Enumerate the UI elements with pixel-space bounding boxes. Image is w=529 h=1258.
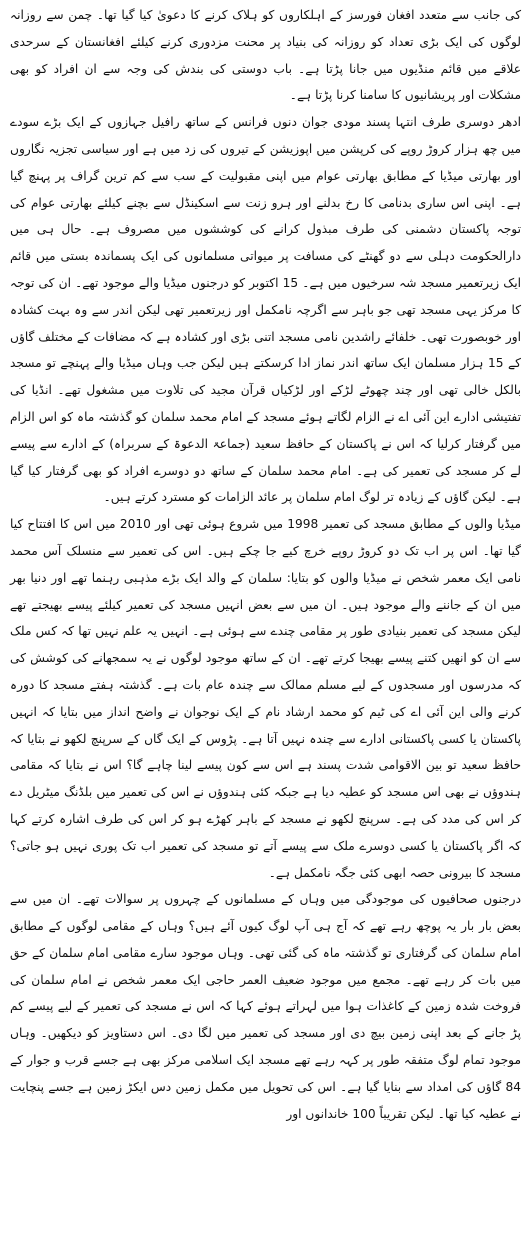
paragraph-journalists-locals: درجنوں صحافیوں کی موجودگی میں وہاں کے مسلمانوں کے چہروں پر سوالات تھے۔ ان میں سے بعض بار بار یہ پوچھ رہے تھے کہ آج ہی آپ لوگ کیوں آئے ہیں؟ وہاں کے مقامی لوگوں کے مطابق امام سلمان کی گرفتاری تو گذشتہ ماہ کی گئی تھی۔ وہاں موجود سارے مقامی امام سلمان کے حق میں بات کر رہے تھے۔ مجمع میں موجود ضعیف العمر حاجی ایک معمر شخص نے امام سلمان کی فروخت شدہ زمین کے کاغذات ہوا میں لہراتے ہوئے کہا کہ اس نے مسجد کی تعمیر کے لیے پیسے کم پڑ جانے کے بعد اپنی زمین بیچ دی اور مسجد کی تعمیر میں لگا دی۔ اس دستاویز کو دیکھیں۔ وہاں موجود تمام لوگ متفقہ طور پر کہہ رہے تھے مسجد ایک اسلامی مرکز بھی ہے جسے قرب و جوار کے 84 گاؤں کی امداد سے بنایا گیا ہے۔ اس کی تحویل میں مکمل زمین دس ایکڑ زمین ہے جسے پنچایت نے عطیہ کیا تھا۔ لیکن تقریباً 100 خاندانوں اور — [10, 892, 521, 1121]
paragraph-afghan-border: کی جانب سے متعدد افغان فورسز کے اہلکاروں کو ہلاک کرنے کا دعویٰ کیا گیا تھا۔ چمن سے روزانہ لوگوں کی ایک بڑی تعداد کو روزانہ کی بنیاد پر محنت مزدوری کرنے کیلئے افغانستان کے سرحدی علاقے میں قائم منڈیوں میں جانا پڑتا ہے۔ باب دوستی کی بندش کی وجہ سے ان افراد کو بھی مشکلات اور پریشانیوں کا سامنا کرنا پڑتا ہے۔ — [10, 8, 521, 103]
paragraph-media-funding: میڈیا والوں کے مطابق مسجد کی تعمیر 1998 میں شروع ہوئی تھی اور 2010 میں اس کا افتتاح کیا گیا تھا۔ اس پر اب تک دو کروڑ روپے خرچ کیے جا چکے ہیں۔ اس کی تعمیر سے منسلک آس محمد نامی ایک معمر شخص نے میڈیا والوں کو بتایا: سلمان کے والد ایک بڑے مذہبی رہنما تھے اور دنیا بھر میں ان کے جاننے والے موجود ہیں۔ ان میں سے بعض انہیں مسجد کی تعمیر کیلئے پیسے بھیجتے تھے لیکن مسجد کی تعمیر بنیادی طور پر مقامی چندے سے ہوئی ہے۔ انہیں یہ علم نہیں تھا کہ کس ملک سے ان کو انھیں کتنے پیسے بھیجا کرتے تھے۔ ان کے ساتھ موجود لوگوں نے یہ سمجھانے کی کوشش کی کہ مدرسوں اور مسجدوں کے لیے مسلم ممالک سے چندہ عام بات ہے۔ گذشتہ ہفتے مسجد کا دورہ کرنے والی این آئی اے کی ٹیم کو محمد ارشاد نام کے ایک نوجوان نے واضح انداز میں بتایا کہ انہیں پاکستان یا کسی پاکستانی ادارے سے چندہ نہیں آتا ہے۔ پڑوس کے ایک گاں کے سرپنچ لکھو نے بتایا کہ حافظ سعید تو بین الاقوامی شدت پسند ہے اس سے کون پیسے لینا چاہے گا؟ اس نے بتایا کہ مقامی ہندوؤں نے بھی اس مسجد کو عطیہ دیا ہے جبکہ کئی ہندوؤں نے اس کی تعمیر میں بلڈنگ میٹریل دے کر اس کی مدد کی ہے۔ سرپنچ لکھو نے مسجد کے باہر کھڑے ہو کر اس کی طرف اشارہ کرتے کہا کہ اگر پاکستان یا کسی دوسرے ملک سے پیسے آتے تو مسجد کی تعمیر اب تک پوری نہیں ہو جاتی؟ مسجد کا بیرونی حصہ ابھی کئی جگہ نامکمل ہے۔ — [10, 517, 521, 880]
paragraph-modi-mosque: ادھر دوسری طرف انتہا پسند مودی جوان دنوں فرانس کے ساتھ رافیل جہازوں کے ایک بڑے سودے میں چھ ہزار کروڑ روپے کی کرپشن میں اپوزیشن کے تیروں کی زد میں ہے اور سیاسی تجزیہ نگاروں اور بھارتی میڈیا کے مطابق بھارتی عوام میں اپنی مقبولیت کے سب سے کم ترین گراف پر پہنچ گیا ہے۔ اپنی اس ساری بدنامی کا رخ بدلنے اور ہرو زنت سے اسکینڈل سے بچنے کیلئے بھارتی عوام کی توجہ پاکستان دشمنی کی طرف مبذول کرانے کی کوششوں میں مصروف ہے۔ حال ہی میں دارالحکومت دہلی سے دو گھنٹے کی مسافت پر میواتی مسلمانوں کی ایک پسماندہ بستی میں قائم ایک زیرتعمیر مسجد شہ سرخیوں میں ہے۔ 15 اکتوبر کو درجنوں میڈیا والے موجود تھے۔ ان کی توجہ کا مرکز یہی مسجد تھی جو باہر سے اگرچہ نامکمل اور زیرتعمیر تھی لیکن اندر سے وہ بہت کشادہ اور خوبصورت تھی۔ خلفائے راشدین نامی مسجد اتنی بڑی اور کشادہ ہے کہ مضافات کے مختلف گاؤں کے 15 ہزار مسلمان ایک ساتھ اندر نماز ادا کرسکتے ہیں لیکن جب وہاں میڈیا والے پہنچے تو مسجد بالکل خالی تھی اور چند چھوٹے لڑکے اور لڑکیاں قرآن مجید کی تلاوت میں مشغول تھے۔ انڈیا کی تفتیشی ادارے این آئی اے نے الزام لگاتے ہوئے مسجد کے امام محمد سلمان کو گذشتہ ماہ کو اس الزام میں گرفتار کرلیا کہ اس نے پاکستان کے حافظ سعید (جماعۃ الدعوۃ کے سربراہ) کے ادارے سے پیسے لے کر مسجد کی تعمیر کی ہے۔ امام محمد سلمان کے ساتھ دو دوسرے افراد کو بھی گرفتار کیا گیا ہے۔ لیکن گاؤں کے زیادہ تر لوگ امام سلمان پر عائد الزامات کو مسترد کرتے ہیں۔ — [10, 115, 521, 505]
